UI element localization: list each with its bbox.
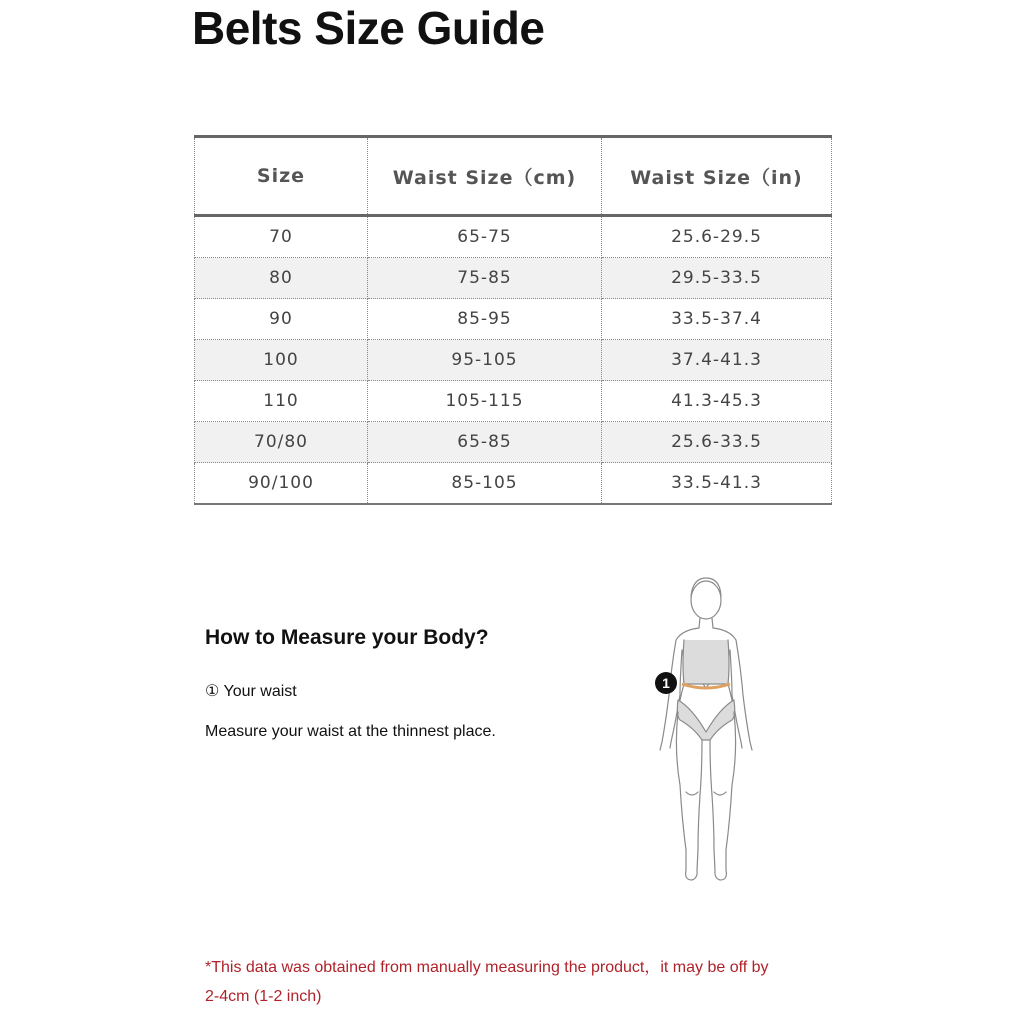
cell-size: 70 <box>195 216 368 258</box>
cell-size: 90/100 <box>195 463 368 505</box>
cell-size: 110 <box>195 381 368 422</box>
page-title: Belts Size Guide <box>192 2 545 54</box>
cell-waist-in: 25.6-33.5 <box>602 422 832 463</box>
header-waist-in: Waist Size（in) <box>602 137 832 216</box>
table-row <box>195 381 832 422</box>
measure-heading: How to Measure your Body? <box>205 626 489 649</box>
cell-waist-cm: 85-95 <box>368 299 602 340</box>
cell-waist-in: 37.4-41.3 <box>602 340 832 381</box>
cell-waist-cm: 105-115 <box>368 381 602 422</box>
table-header-row <box>195 137 832 216</box>
table-row <box>195 340 832 381</box>
cell-size: 70/80 <box>195 422 368 463</box>
note-line-2: 2-4cm (1-2 inch) <box>205 988 322 1005</box>
table-row <box>195 299 832 340</box>
cell-waist-in: 29.5-33.5 <box>602 258 832 299</box>
cell-size: 80 <box>195 258 368 299</box>
cell-size: 100 <box>195 340 368 381</box>
disclaimer-note <box>205 953 865 1011</box>
cell-size: 90 <box>195 299 368 340</box>
marker-number: 1 <box>662 675 670 691</box>
header-waist-cm: Waist Size（cm) <box>368 137 602 216</box>
table-row <box>195 463 832 505</box>
cell-waist-in: 33.5-37.4 <box>602 299 832 340</box>
cell-waist-in: 33.5-41.3 <box>602 463 832 505</box>
table-row <box>195 258 832 299</box>
cell-waist-in: 25.6-29.5 <box>602 216 832 258</box>
cell-waist-cm: 85-105 <box>368 463 602 505</box>
cell-waist-cm: 65-75 <box>368 216 602 258</box>
cell-waist-in: 41.3-45.3 <box>602 381 832 422</box>
measure-instruction: Measure your waist at the thinnest place. <box>205 723 496 740</box>
body-figure-illustration <box>640 570 770 890</box>
waist-item-label: ① Your waist <box>205 683 297 700</box>
cell-waist-cm: 75-85 <box>368 258 602 299</box>
cell-waist-cm: 65-85 <box>368 422 602 463</box>
header-size: Size <box>195 137 368 216</box>
table-row <box>195 216 832 258</box>
cell-waist-cm: 95-105 <box>368 340 602 381</box>
note-line-1: *This data was obtained from manually measuring the product，it may be off by <box>205 959 769 976</box>
table-row <box>195 422 832 463</box>
size-table <box>194 135 832 505</box>
